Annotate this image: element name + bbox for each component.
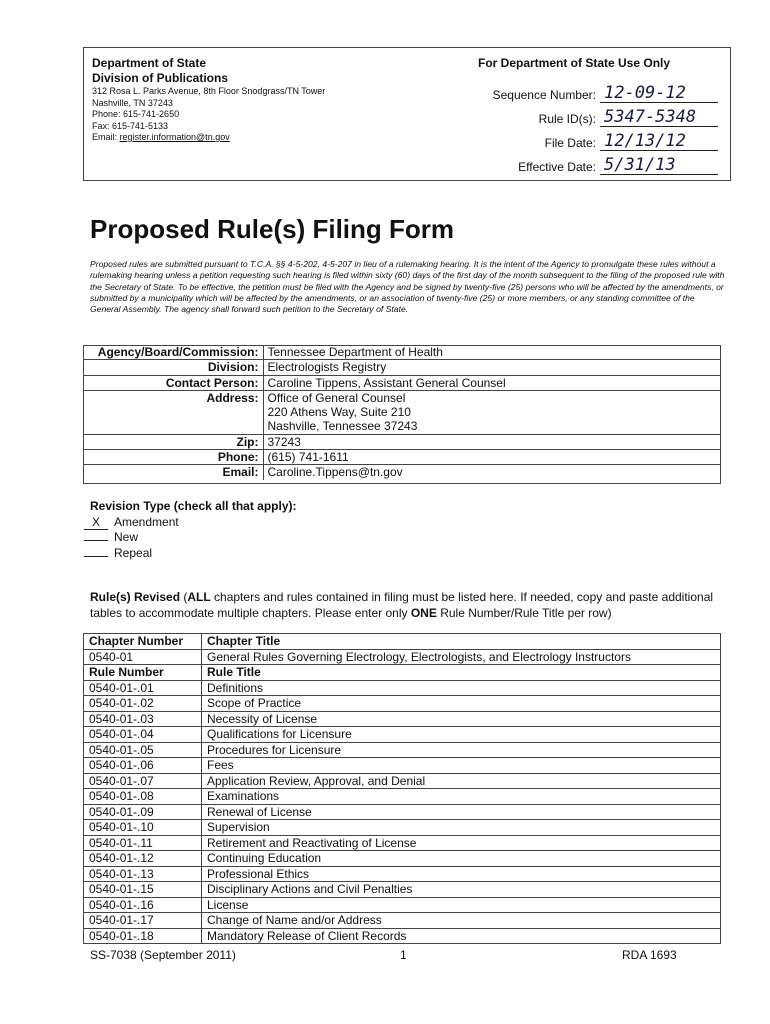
- chapter-header-row: [84, 634, 721, 650]
- rule-title: Examinations: [202, 789, 721, 805]
- email-link[interactable]: register.information@tn.gov: [119, 132, 230, 142]
- rule-row: [84, 882, 721, 898]
- agency-contact-block: [92, 56, 432, 144]
- state-use-block: [478, 56, 728, 175]
- zip-label: Zip:: [83, 434, 263, 449]
- rule-number: 0540-01-.08: [84, 789, 202, 805]
- revision-option-new[interactable]: [84, 530, 138, 544]
- stamp-value: 5/31/13: [600, 155, 718, 175]
- rule-number: 0540-01-.15: [84, 882, 202, 898]
- page-number: 1: [400, 948, 407, 962]
- stamp-label: Effective Date:: [518, 160, 596, 174]
- rule-title: License: [202, 897, 721, 913]
- revision-option-repeal[interactable]: [84, 546, 152, 560]
- division-value: Electrologists Registry: [263, 360, 721, 375]
- contact-value: Caroline Tippens, Assistant General Counsel: [263, 375, 721, 390]
- rule-number: 0540-01-.12: [84, 851, 202, 867]
- checkbox-mark[interactable]: [84, 556, 108, 557]
- agency-info-table: [83, 345, 721, 480]
- rule-title: Retirement and Reactivating of License: [202, 835, 721, 851]
- rule-title: Procedures for Licensure: [202, 742, 721, 758]
- page-title: Proposed Rule(s) Filing Form: [90, 214, 455, 244]
- rule-number: 0540-01-.05: [84, 742, 202, 758]
- chapter-title: General Rules Governing Electrology, Electrologists, and Electrology Instructors: [202, 649, 721, 665]
- checkbox-mark[interactable]: X: [84, 516, 108, 530]
- rule-row: [84, 680, 721, 696]
- rule-number-header: Rule Number: [84, 665, 202, 681]
- option-label: Repeal: [114, 546, 153, 560]
- rule-number: 0540-01-.10: [84, 820, 202, 836]
- rules-revised-note: Rule(s) Revised (ALL chapters and rules contained in filing must be listed here. If needed, copy and paste additional tables to accommodate multiple chapters. Please enter only ONE Rule Number/Rule Title per row): [90, 590, 714, 620]
- rule-number: 0540-01-.09: [84, 804, 202, 820]
- address-row: [83, 405, 721, 419]
- rule-id-row: [478, 107, 728, 129]
- address-row: [83, 419, 721, 434]
- rule-row: [84, 789, 721, 805]
- rule-header-row: [84, 665, 721, 681]
- rule-row: [84, 711, 721, 727]
- rule-title: Fees: [202, 758, 721, 774]
- rule-row: [84, 773, 721, 789]
- rule-number: 0540-01-.06: [84, 758, 202, 774]
- rule-number: 0540-01-.03: [84, 711, 202, 727]
- zip-value: 37243: [263, 434, 721, 449]
- effective-date-row: [478, 155, 728, 177]
- rda-number: RDA 1693: [622, 948, 677, 962]
- agency-label: Agency/Board/Commission:: [83, 345, 263, 360]
- rule-row: [84, 835, 721, 851]
- agency-row: [83, 345, 721, 360]
- rule-number: 0540-01-.18: [84, 928, 202, 944]
- address-line: Office of General Counsel: [267, 390, 406, 405]
- chapter-title-header: Chapter Title: [202, 634, 721, 650]
- stamp-value: 12/13/12: [600, 131, 718, 151]
- header-box: [83, 47, 731, 181]
- zip-row: [83, 434, 721, 449]
- address-line-1: 312 Rosa L. Parks Avenue, 8th Floor Snodgrass/TN Tower: [92, 86, 326, 96]
- rule-row: [84, 758, 721, 774]
- rule-row: [84, 696, 721, 712]
- phone-value: (615) 741-1611: [263, 450, 721, 465]
- rule-title: Professional Ethics: [202, 866, 721, 882]
- rule-title: Qualifications for Licensure: [202, 727, 721, 743]
- rule-row: [84, 727, 721, 743]
- rule-row: [84, 820, 721, 836]
- division-name: Division of Publications: [92, 71, 229, 85]
- rule-number: 0540-01-.17: [84, 913, 202, 929]
- checkbox-mark[interactable]: [84, 540, 108, 541]
- rule-number: 0540-01-.01: [84, 680, 202, 696]
- chapter-number-header: Chapter Number: [84, 634, 202, 650]
- rules-table: [83, 633, 721, 944]
- rule-number: 0540-01-.13: [84, 866, 202, 882]
- email-row: [83, 465, 721, 480]
- dept-name: Department of State: [92, 56, 207, 70]
- rule-row: [84, 913, 721, 929]
- rule-title-header: Rule Title: [202, 665, 721, 681]
- phone-label: Phone:: [83, 450, 263, 465]
- fax-line: Fax: 615-741-5133: [92, 120, 169, 131]
- option-label: Amendment: [114, 515, 179, 529]
- rule-number: 0540-01-.02: [84, 696, 202, 712]
- address-line: 220 Athens Way, Suite 210: [267, 405, 411, 420]
- email-value: Caroline.Tippens@tn.gov: [267, 465, 403, 480]
- use-only-heading: For Department of State Use Only: [478, 56, 671, 70]
- rule-number: 0540-01-.07: [84, 773, 202, 789]
- stamp-value: 12-09-12: [600, 83, 718, 103]
- contact-row: [83, 375, 721, 390]
- rule-row: [84, 851, 721, 867]
- rule-title: Continuing Education: [202, 851, 721, 867]
- rule-title: Application Review, Approval, and Denial: [202, 773, 721, 789]
- rule-title: Scope of Practice: [202, 696, 721, 712]
- file-date-row: [478, 131, 728, 153]
- email-line: [92, 132, 432, 144]
- rule-row: [84, 928, 721, 944]
- rule-number: 0540-01-.16: [84, 897, 202, 913]
- chapter-row: [84, 649, 721, 665]
- rule-title: Disciplinary Actions and Civil Penalties: [202, 882, 721, 898]
- phone-row: [83, 450, 721, 465]
- stamp-value: 5347-5348: [600, 107, 718, 127]
- rules-note-lead: Rule(s) Revised: [90, 590, 181, 604]
- division-label: Division:: [83, 360, 263, 375]
- rule-title: Necessity of License: [202, 711, 721, 727]
- division-row: [83, 360, 721, 375]
- address-row: [83, 390, 721, 405]
- address-line-2: Nashville, TN 37243: [92, 97, 173, 108]
- rule-title: Change of Name and/or Address: [202, 913, 721, 929]
- form-id: SS-7038 (September 2011): [90, 948, 236, 962]
- rule-row: [84, 866, 721, 882]
- phone-line: Phone: 615-741-2650: [92, 109, 180, 119]
- rule-number: 0540-01-.11: [84, 835, 202, 851]
- revision-option-amendment[interactable]: [84, 515, 179, 530]
- stamp-label: File Date:: [544, 136, 596, 150]
- stamp-label: Sequence Number:: [492, 88, 596, 102]
- rule-row: [84, 897, 721, 913]
- email-label: Email:: [92, 132, 120, 142]
- revision-type-heading: Revision Type (check all that apply):: [90, 499, 297, 513]
- rule-number: 0540-01-.04: [84, 727, 202, 743]
- contact-label: Contact Person:: [83, 375, 263, 390]
- intro-paragraph: Proposed rules are submitted pursuant to T.C.A. §§ 4-5-202, 4-5-207 in lieu of a rulemaking hearing. It is the intent of the Agency to promulgate these rules without a rulemaking hearing unless a petition requesting such hearing is filed within sixty (60) days of the first day of the month subsequent to the filing of the proposed rule with the Secretary of State. To be effective, the petition must be filed with the Agency and be signed by twenty-five (25) persons who will be affected by the amendments, or submitted by a municipality which will be affected by the amendments, or an association of twenty-five (25) or more members, or any standing committee of the General Assembly. The agency shall forward such petition to the Secretary of State.: [90, 259, 725, 315]
- chapter-number: 0540-01: [84, 649, 202, 665]
- agency-value: Tennessee Department of Health: [263, 345, 721, 360]
- rule-row: [84, 742, 721, 758]
- sequence-number-row: [478, 83, 728, 105]
- address-line: Nashville, Tennessee 37243: [263, 419, 721, 434]
- address-label: Address:: [83, 390, 263, 405]
- rule-title: Supervision: [202, 820, 721, 836]
- option-label: New: [114, 530, 139, 544]
- rule-title: Mandatory Release of Client Records: [202, 928, 721, 944]
- rule-title: Definitions: [202, 680, 721, 696]
- rule-row: [84, 804, 721, 820]
- email-label: Email:: [83, 465, 263, 480]
- stamp-label: Rule ID(s):: [538, 112, 596, 126]
- rule-title: Renewal of License: [202, 804, 721, 820]
